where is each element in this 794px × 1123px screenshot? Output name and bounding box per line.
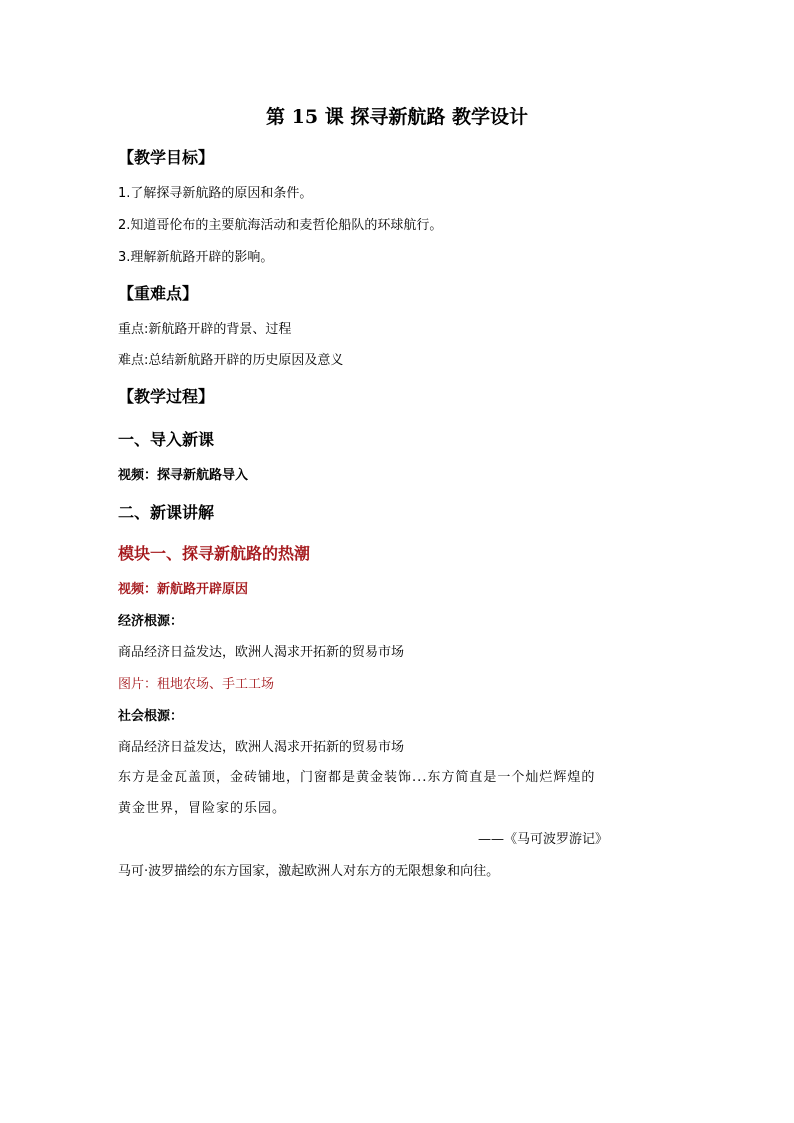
economic-root-text: 商品经济日益发达，欧洲人渴求开拓新的贸易市场 — [118, 645, 405, 660]
quote-source: ——《马可波罗游记》 — [477, 832, 608, 847]
economic-root-label: 经济根源： — [118, 614, 184, 629]
document-title: 第 15 课 探寻新航路 教学设计 — [266, 106, 528, 128]
objective-item-2: 2.知道哥伦布的主要航海活动和麦哲伦船队的环球航行。 — [118, 218, 443, 233]
difficult-point-text: 难点:总结新航路开辟的历史原因及意义 — [118, 353, 344, 368]
objective-item-1: 1.了解探寻新航路的原因和条件。 — [118, 186, 313, 201]
process-heading: 【教学过程】 — [118, 387, 215, 406]
social-root-label: 社会根源： — [118, 709, 184, 724]
key-points-heading: 【重难点】 — [118, 284, 199, 303]
quote-line-2: 黄金世界，冒险家的乐园。 — [118, 801, 287, 816]
objective-item-3: 3.理解新航路开辟的影响。 — [118, 250, 274, 265]
module1-heading: 模块一、探寻新航路的热潮 — [118, 544, 311, 563]
objectives-heading: 【教学目标】 — [118, 148, 215, 167]
closing-text: 马可·波罗描绘的东方国家，激起欧洲人对东方的无限想象和向往。 — [118, 864, 500, 879]
key-point-text: 重点:新航路开辟的背景、过程 — [118, 322, 292, 337]
picture-caption: 图片：租地农场、手工工场 — [118, 677, 275, 692]
social-root-text: 商品经济日益发达，欧洲人渴求开拓新的贸易市场 — [118, 740, 405, 755]
module1-video-label: 视频：新航路开辟原因 — [118, 582, 249, 597]
quote-line-1: 东方是金瓦盖顶，金砖铺地，门窗都是黄金装饰...东方简直是一个灿烂辉煌的 — [118, 770, 596, 785]
section-intro-heading: 一、导入新课 — [118, 430, 215, 449]
section-lecture-heading: 二、新课讲解 — [118, 503, 215, 522]
intro-video-label: 视频：探寻新航路导入 — [118, 468, 249, 483]
